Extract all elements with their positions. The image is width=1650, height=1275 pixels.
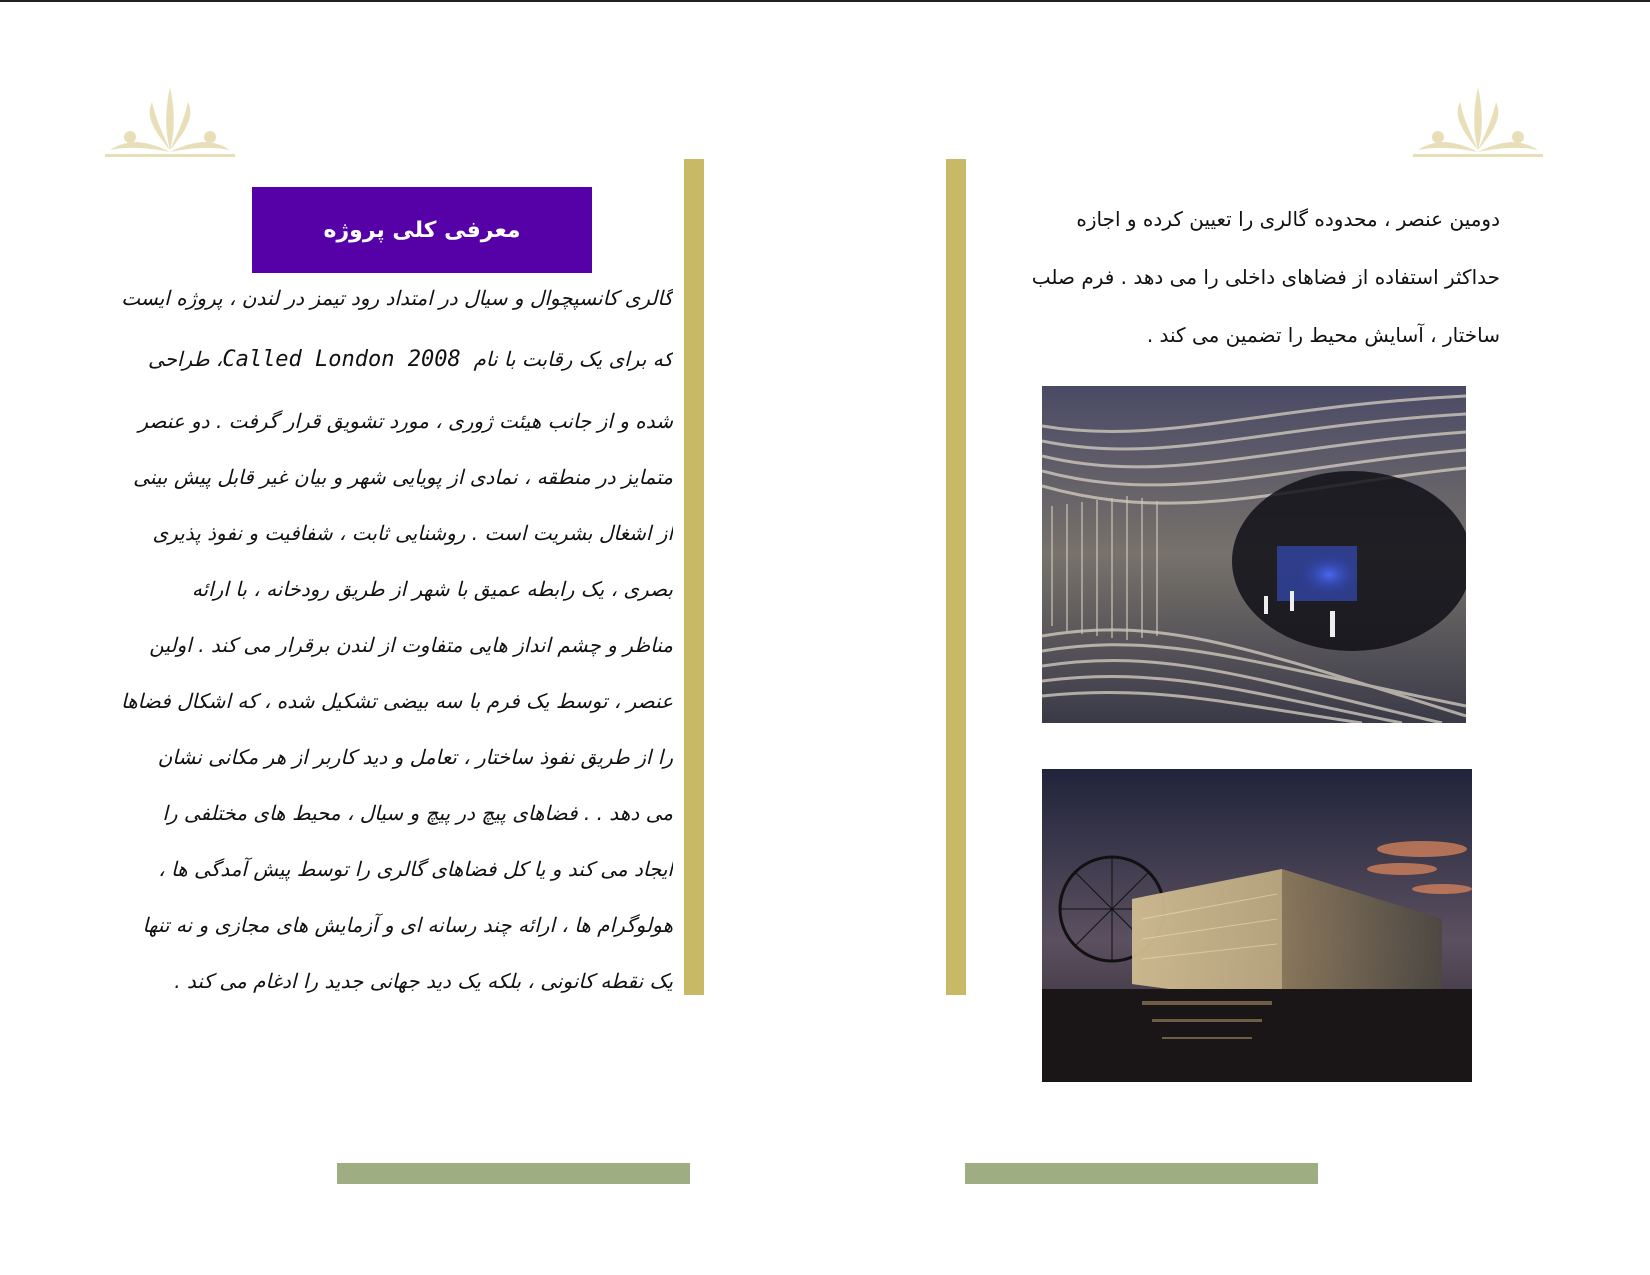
floral-ornament-icon (100, 82, 240, 162)
text-line: می دهد . . فضاهای پیچ در پیچ و سیال ، محیط های مختلفی را (162, 801, 673, 825)
text-line: عنصر ، توسط یک فرم با سه بیضی تشکیل شده ، که اشکال فضاها (121, 689, 673, 713)
text-line: از اشغال بشریت است . روشنایی ثابت ، شفافیت و نفوذ پذیری (152, 521, 673, 545)
competition-name: Called London 2008 (222, 347, 461, 372)
text-line (118, 326, 673, 393)
floral-ornament-right (1408, 82, 1548, 162)
text-line-part: که برای یک رقابت با نام (473, 347, 673, 371)
text-line: شده و از جانب هیئت ژوری ، مورد تشویق قرار گرفت . دو عنصر (138, 409, 673, 433)
text-line: ساختار ، آسایش محیط را تضمین می کند . (1146, 323, 1500, 347)
gallery-exterior-render (1042, 769, 1472, 1082)
text-line: دومین عنصر ، محدوده گالری را تعیین کرده و اجازه (1076, 207, 1500, 231)
text-line: یک نقطه کانونی ، بلکه یک دید جهانی جدید را ادغام می کند . (174, 969, 673, 993)
green-horizontal-bar-left (337, 1163, 690, 1184)
left-body-text (118, 270, 673, 1010)
right-body-text (1010, 190, 1500, 370)
gold-vertical-bar-left (684, 159, 704, 995)
text-line-part: ، طراحی (147, 347, 223, 371)
text-line: مناظر و چشم انداز هایی متفاوت از لندن برقرار می کند . اولین (149, 633, 673, 657)
section-title: معرفی کلی پروژه (252, 187, 592, 273)
text-line: بصری ، یک رابطه عمیق با شهر از طریق رودخانه ، با ارائه (191, 577, 673, 601)
floral-ornament-icon (1408, 82, 1548, 162)
gallery-interior-render (1042, 386, 1466, 723)
gold-vertical-bar-right (946, 159, 966, 995)
floral-ornament-left (100, 82, 240, 162)
text-line: ایجاد می کند و یا کل فضاهای گالری را توسط پیش آمدگی ها ، (158, 857, 673, 881)
text-line: هولوگرام ها ، ارائه چند رسانه ای و آزمایش های مجازی و نه تنها (142, 913, 673, 937)
text-line: گالری کانسپچوال و سیال در امتداد رود تیمز در لندن ، پروژه ایست (121, 286, 673, 310)
text-line: حداکثر استفاده از فضاهای داخلی را می دهد . فرم صلب (1031, 265, 1500, 289)
text-line: را از طریق نفوذ ساختار ، تعامل و دید کاربر از هر مکانی نشان (157, 745, 673, 769)
text-line: متمایز در منطقه ، نمادی از پویایی شهر و بیان غیر قابل پیش بینی (133, 465, 673, 489)
green-horizontal-bar-right (965, 1163, 1318, 1184)
top-rule (0, 0, 1650, 2)
